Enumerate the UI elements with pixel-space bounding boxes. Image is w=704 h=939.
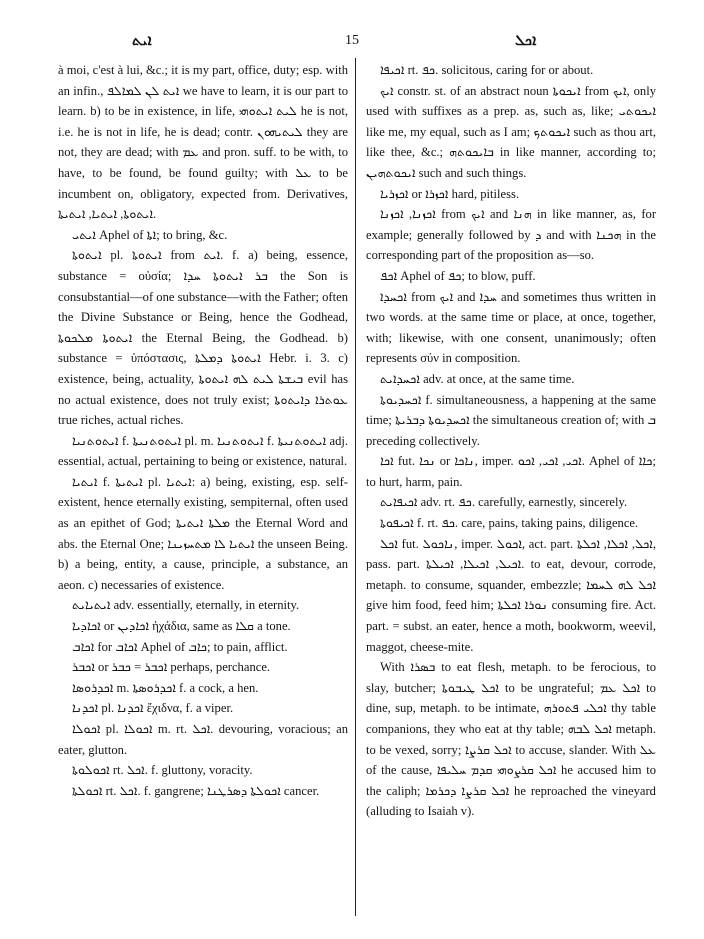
entry: ܐܟܕܢܐ pl. ܐܟܕܢܐ ἔχιδνα, f. a viper. bbox=[72, 701, 234, 716]
page-number: 15 bbox=[345, 33, 359, 48]
entry: ܐܟܚܕܐܝܬ adv. at once, at the same time. bbox=[380, 371, 575, 386]
entry: ܐܟܝܦܘܬܐ f. rt. ܟܦ. care, pains, taking pains, diligence. bbox=[380, 516, 639, 531]
entry: ܐܝܬܘܬܐ pl. ܐܝܬܘܬܐ from ܐܝܬ. f. a) being, essence, substance = οὐσία; ܒܪ ܐܝܬܘܬܐ ܚܕܐ the Son is consubstantial—of one substance—with the Father; often the Divine Substance or Being, hence the Godhead, ܐܝܬܘܬܐ ܡܠܟܘܬܐ the Eternal Being, the Godhead. b) substance = ὑπόστασις, ܐܝܬܘܬܐ ܕܡܠܬܐ Hebr. i. 3. c) existence, being, actuality, ܒܝܫܬܐ ܠܝܬ ܠܗ ܐܝܬܘܬܐ evil has no actual existence, does not truly exist; ܥܘܬܪܐ ܕܐܝܬܘܬܐ true riches, actual riches. bbox=[58, 248, 348, 428]
entry: ܐܟܐ fut. ܢܟܐ or ܢܐܟܐ, imper. ܐܟܝ, ܐܟܝ, ܐܟܘ. Aphel of ܟܐܐ; to hurt, harm, pain. bbox=[366, 454, 656, 489]
entry: ܐܟܚܕܐ from ܐܝܟ and ܚܕܐ and sometimes thus written in two words. at the same time or place, at once, together, with; likewise, with one consent, unanimously; often represents σύν in composition. bbox=[366, 289, 656, 366]
entry: ܐܟܙܪܝܐ or ܐܟܙܪܐ hard, pitiless. bbox=[380, 186, 520, 201]
entry: ܐܟܘܠܐ pl. ܐܟܘܠܐ m. rt. ܐܟܠ. devouring, voracious; an eater, glutton. bbox=[58, 722, 348, 757]
running-header bbox=[0, 28, 704, 56]
header-guide-word-left: ܐܝܬ bbox=[132, 33, 152, 49]
column-divider bbox=[355, 58, 356, 916]
right-column bbox=[366, 60, 656, 920]
entry: ܐܟܚܕܝܘܬܐ f. simultaneousness, a happening at the same time; ܐܟܚܕܝܘܬܐ ܕܒܪܝܬܐ the simultaneous creation of; with ܒ preceding collectively. bbox=[366, 392, 656, 448]
entry: ܐܟܘܠܬܐ rt. ܐܟܠ. f. gangrene; ܐܟܘܠܬܐ ܕܣܪܛܢܐ cancer. bbox=[72, 783, 320, 798]
entry: ܐܝܬܝܐܝܬ adv. essentially, eternally, in eternity. bbox=[72, 598, 300, 613]
entry: ܐܝܬܘܬܢܝܐ f. ܐܝܬܘܬܢܝܬܐ pl. m. ܐܝܬܘܬܢܝܐ f. ܐܝܬܘܬܢܝܬܐ adj. essential, actual, pertaining to being or existence, natural. bbox=[58, 433, 348, 469]
header-guide-word-right: ܐܟܠ bbox=[515, 33, 537, 49]
entry: ܐܟܠ fut. ܢܐܟܘܠ, imper. ܐܟܘܠ, act. part. ܐܟܠ, ܐܟܠܐ, ܐܟܠܬܐ, pass. part. ܐܟܝܠ, ܐܟܝܠܐ, ܐܟܝܠܬܐ. to eat, devour, corrode, metaph. to consume, squander, embezzle; ܐܟܠ ܠܗ ܠܚܡܐ give him food, feed him; ܢܘܪܐ ܐܟܠܬܐ consuming fire. Act. part. = subst. an eater, hence a moth, bookworm, weevil, maggot, cheese-mite. bbox=[366, 536, 656, 654]
entry: ܐܟܕܪܘܣܐ m. ܐܟܕܪܘܣܬܐ f. a cock, a hen. bbox=[72, 680, 259, 695]
entry: ܐܟܐܕܝܐ or ܐܟܐܕܝܢ ἠχάδια, same as ܩܠܐ a tone. bbox=[72, 619, 291, 634]
left-column bbox=[58, 60, 348, 920]
entry: ܐܟܒܪ or ܐܟܒܪ = ܟܒܪ perhaps, perchance. bbox=[72, 660, 271, 675]
entry: ܐܟܐܒ for ܐܟܐܒ Aphel of ܟܐܒ; to pain, afflict. bbox=[72, 639, 288, 654]
entry: ܐܝܬܝ Aphel of ܐܬܐ; to bring, &c. bbox=[72, 227, 228, 242]
entry: ܐܟܦ Aphel of ܟܦ; to blow, puff. bbox=[380, 268, 536, 283]
entry: ܐܝܟ constr. st. of an abstract noun ܐܝܟܘܬܐ from ܐܝܟ, only used with suffixes as a prep. as, such as, like; ܐܝܟܘܬܝ like me, my equal, such as I am; ܐܝܟܘܬܟ such as thou art, like thee, &c.; ܒܐܝܟܘܬܗ in like manner, according to; ܐܝܟܘܬܗܝܢ such and such things. bbox=[366, 83, 656, 180]
entry: ܐܟܙܢܐ, ܐܟܙܢܐ from ܐܝܟ and ܗܢܐ in like manner, as, for example; generally followed by ܕ and with ܗܟܢܐ in the corresponding part of the proposition as—so. bbox=[366, 207, 656, 263]
entry: ܐܟܝܦܐ rt. ܟܦ. solicitous, caring for or about. bbox=[380, 63, 594, 77]
entry: ܐܝܬܝܐ f. ܐܝܬܝܬܐ pl. ܐܝܬܝܐ: a) being, existing, esp. self-existent, hence eternally existing, sempiternal, often used as an epithet of God; ܡܠܬܐ ܐܝܬܝܬܐ the Eternal Word and abs. the Eternal One; ܐܝܬܝܐ ܠܐ ܡܬܚܙܝܢܐ the unseen Being. b) a being, entity, a cause, principle, a substance, an aeon. c) necessaries of existence. bbox=[58, 474, 348, 592]
entry-continuation: à moi, c'est à lui, &c.; it is my part, office, duty; esp. with an infin., ܐܝܬ ܠܢ ܠܡܐܠܦ we have to learn, it is our part to learn. b) to be in existence, in life, ܠܝܬ ܐܝܬܘܗܝ he is not, i.e. he is not in life, he is dead; contr. ܠܝܬܝܗܘܢ they are not, they are dead; with ܥܡ and pron. suff. to be with, to have, to be found, be found guilty; with ܥܠ to be incumbent on, obligatory, expected from. Derivatives, ܐܝܬܘܬܐ, ܐܝܬܝܐ, ܐܝܬܝܬܐ. bbox=[58, 63, 348, 222]
entry: ܐܟܘܠܘܬܐ rt. ܐܟܠ. f. gluttony, voracity. bbox=[72, 763, 253, 778]
entry: ܐܟܝܦܐܝܬ adv. rt. ܟܦ. carefully, earnestly, sincerely. bbox=[380, 495, 628, 510]
entry: With ܒܣܪܐ to eat flesh, metaph. to be ferocious, to slay, butcher; ܐܟܠ ܛܝܒܘܬܐ to be ungrateful; ܐܟܠ ܥܡ to dine, sup, metaph. to be intimate, ܐܟܠܝ ܦܬܘܪܗ thy table companions, they who eat at thy table; ܐܟܠ ܠܒܗ metaph. to be vexed, sorry; ܐܟܠ ܩܪܨܐ to accuse, slander. With ܥܠ of the cause, ܐܟܠ ܩܪܨܘܗܝ ܩܕܡ ܚܠܝܦܐ he accused him to the caliph; ܐܟܠ ܩܪܨܐ ܕܟܪܡܐ he reproached the vineyard (alluding to Isaiah v). bbox=[366, 660, 656, 819]
